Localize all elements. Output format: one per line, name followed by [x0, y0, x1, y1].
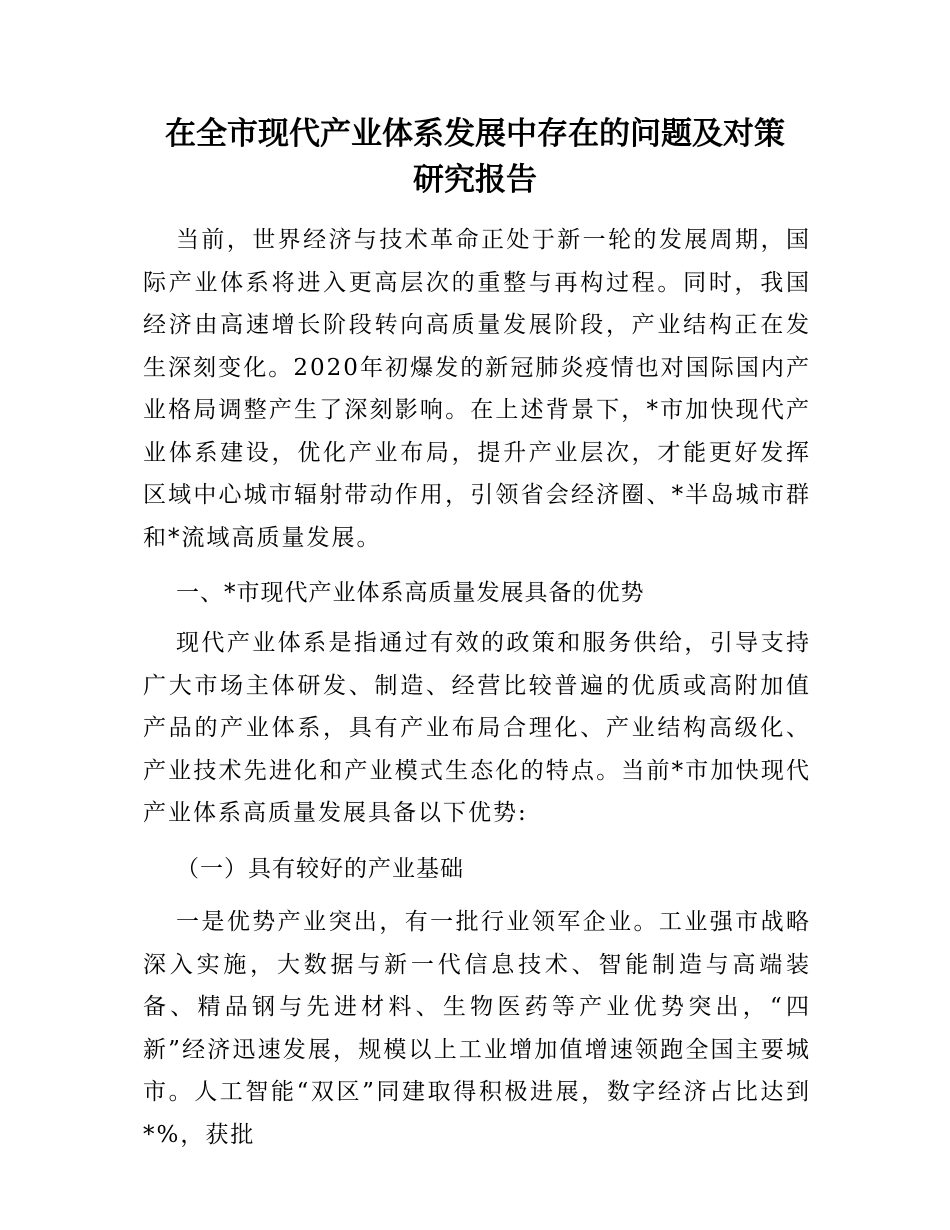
body-paragraph: 一是优势产业突出，有一批行业领军企业。工业强市战略深入实施，大数据与新一代信息技术、智能制造与高端装备、精品钢与先进材料、生物医药等产业优势突出，“四新”经济迅速发展，规模以上工业增加值增速领跑全国主要城市。人工智能“双区”同建取得积极进展，数字经济占比达到*%，获批	[143, 909, 811, 1148]
document-title-line2: 研究报告	[413, 162, 537, 198]
intro-paragraph: 当前，世界经济与技术革命正处于新一轮的发展周期，国际产业体系将进入更高层次的重整与再构过程。同时，我国经济由高速增长阶段转向高质量发展阶段，产业结构正在发生深刻变化。2020年初爆发的新冠肺炎疫情也对国际国内产业格局调整产生了深刻影响。在上述背景下，*市加快现代产业体系建设，优化产业布局，提升产业层次，才能更好发挥区域中心城市辐射带动作用，引领省会经济圈、*半岛城市群和*流域高质量发展。	[143, 227, 811, 551]
section-heading: 一、*市现代产业体系高质量发展具备的优势	[176, 580, 645, 606]
document-title: 在全市现代产业体系发展中存在的问题及对策	[165, 116, 785, 152]
body-paragraph: 现代产业体系是指通过有效的政策和服务供给，引导支持广大市场主体研发、制造、经营比较普遍的优质或高附加值产品的产业体系，具有产业布局合理化、产业结构高级化、产业技术先进化和产业模式生态化的特点。当前*市加快现代产业体系高质量发展具备以下优势:	[143, 630, 811, 826]
subsection-heading: （一）具有较好的产业基础	[176, 856, 464, 882]
